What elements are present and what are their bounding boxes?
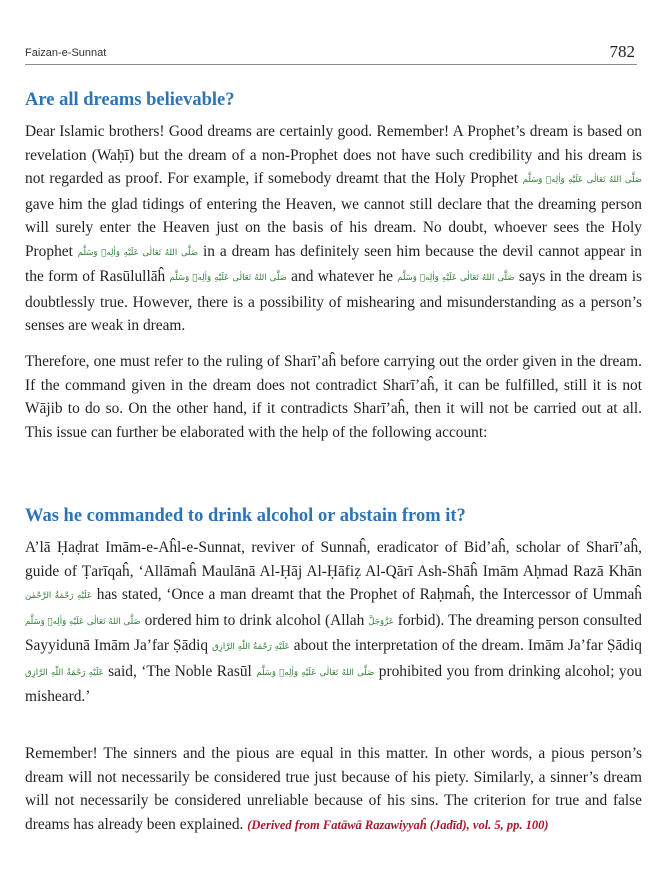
honorific-salutation: صَلَّى اللهُ تَعَالٰى عَلَيْهِ وَاٰلِهٖ وَسَلَّم <box>522 175 642 185</box>
honorific-salutation: صَلَّى اللهُ تَعَالٰى عَلَيْهِ وَاٰلِهٖ وَسَلَّم <box>169 273 287 283</box>
section-heading-dreams-believable: Are all dreams believable? <box>25 90 235 110</box>
honorific-salutation: عَلَيْهِ رَحْمَةُ اللّٰهِ الرَّازِق <box>212 642 290 652</box>
page-number: 782 <box>609 42 635 61</box>
section-heading-alcohol-dream: Was he commanded to drink alcohol or abstain from it? <box>25 506 466 526</box>
text-run: A’lā Ḥaḍrat Imām-e-Aĥl-e-Sunnat, reviver of Sunnaĥ, eradicator of Bid’aĥ, scholar of Sharī’aĥ, guide of Ṭarīqaĥ, ‘Allāmaĥ Maulānā Al-Ḥāj Al-Ḥāfiẓ Al-Qārī Ash-Shāĥ Imām Aḥmad Razā Khān <box>25 539 642 580</box>
text-run: forbid). The dreaming person consulted Sayyidunā Imām Ja’far Ṣādiq <box>25 611 642 654</box>
text-run: in a dream has definitely seen him because the devil cannot appear in the form of Rasūlullāĥ <box>25 242 642 285</box>
reference-citation: (Derived from Fatāwā Razawiyyaĥ (Jadīd), vol. 5, pp. 100) <box>247 817 549 832</box>
honorific-salutation: عَزَّوَجَلَّ <box>368 616 394 627</box>
text-run: prohibited you from drinking alcohol; you misheard.’ <box>25 662 642 705</box>
text-run: gave him the glad tidings of entering the Heaven, we cannot still declare that the dreaming person will surely enter the Heaven just on the basis of his dream. No doubt, whoever sees the Holy Prophet <box>25 195 642 260</box>
text-run: ordered him to drink alcohol (Allah <box>144 611 365 629</box>
text-run: says in the dream is doubtlessly true. However, there is a possibility of mishearing and misunderstanding as a person’s senses are weak in dream. <box>25 268 642 334</box>
paragraph-dreams-credibility <box>25 120 642 338</box>
paragraph-sharia-ruling: Therefore, one must refer to the ruling of Sharī’aĥ before carrying out the order given in the dream. If the command given in the dream does not contradict Sharī’aĥ, it can be fulfilled, still it is not Wājib to do so. On the other hand, if it contradicts Sharī’aĥ, then it will not be carried out at all. This issue can further be elaborated with the help of the following account: <box>25 353 642 441</box>
text-run: said, ‘The Noble Rasūl <box>108 662 252 680</box>
text-run: Remember! The sinners and the pious are equal in this matter. In other words, a pious person’s dream will not necessarily be considered true just because of his piety. Similarly, a sinner’s dream will not necessarily be considered unreliable because of his sins. The criterion for true and false dreams has already been explained. <box>25 745 642 833</box>
honorific-salutation: صَلَّى اللهُ تَعَالٰى عَلَيْهِ وَاٰلِهٖ وَسَلَّم <box>25 616 141 627</box>
honorific-salutation: عَلَيْهِ رَحْمَةُ الرَّحْمٰن <box>25 591 93 601</box>
running-title: Faizan-e-Sunnat <box>25 47 107 59</box>
paragraph-sinners-pious <box>25 742 642 837</box>
text-run: has stated, ‘Once a man dreamt that the Prophet of Raḥmaĥ, the Intercessor of Ummaĥ <box>96 586 642 603</box>
paragraph-alcohol-account <box>25 536 642 709</box>
honorific-salutation: عَلَيْهِ رَحْمَةُ اللّٰهِ الرَّازِق <box>25 667 104 678</box>
honorific-salutation: صَلَّى اللهُ تَعَالٰى عَلَيْهِ وَاٰلِهٖ وَسَلَّم <box>77 247 199 258</box>
text-run: about the interpretation of the dream. Imām Ja’far Ṣādiq <box>293 637 642 654</box>
text-run: Dear Islamic brothers! Good dreams are certainly good. Remember! A Prophet’s dream is based on revelation (Waḥī) but the dream of a non-Prophet does not have such credibility and his dream is not regarded as proof. For example, if somebody dreamt that the Holy Prophet <box>25 123 642 187</box>
honorific-salutation: صَلَّى اللهُ تَعَالٰى عَلَيْهِ وَاٰلِهٖ وَسَلَّم <box>256 667 375 678</box>
text-run: and whatever he <box>291 268 393 285</box>
running-header <box>25 34 637 65</box>
honorific-salutation: صَلَّى اللهُ تَعَالٰى عَلَيْهِ وَاٰلِهٖ وَسَلَّم <box>397 273 515 283</box>
